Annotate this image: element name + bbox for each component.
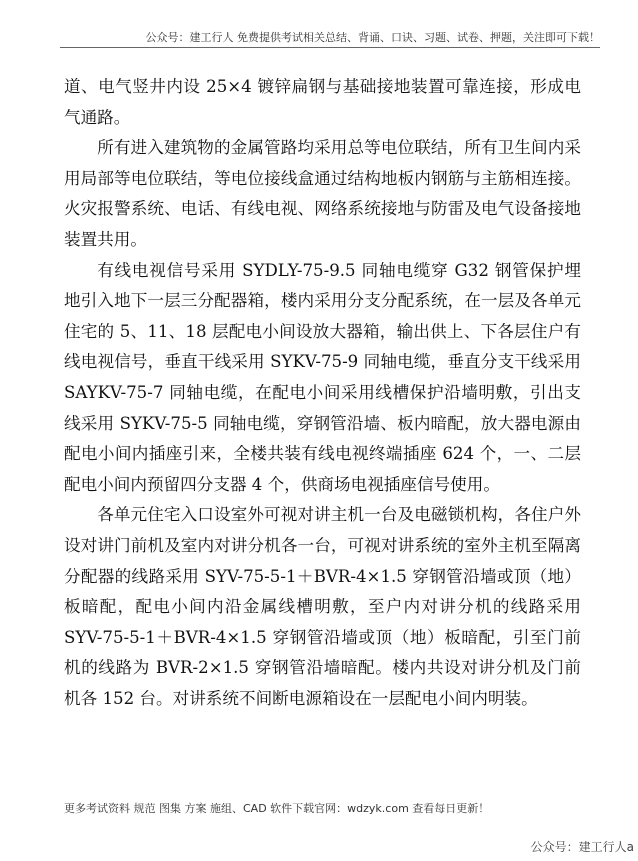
paragraph-intercom-system: 各单元住宅入口设室外可视对讲主机一台及电磁锁机构，各住户外设对讲门前机及室内对讲分机各一台，可视对讲系统的室外主机至隔离分配器的线路采用 SYV-75-5-1＋BVR-4×1.5 穿钢管沿墙或顶（地）板暗配，配电小间内沿金属线槽明敷，至户内对讲分机的线路采用 SYV-75-5-1＋BVR-4×1.5 穿钢管沿墙或顶（地）板暗配，引至门前机的线路为 BVR-2×1.5 穿钢管沿墙暗配。楼内共设对讲分机及门前机各 152 台。对讲系统不间断电源箱设在一层配电小间内明装。	[64, 505, 581, 708]
paragraph-equipotential-bonding: 所有进入建筑物的金属管路均采用总等电位联结，所有卫生间内采用局部等电位联结，等电位接线盒通过结构地板内钢筋与主筋相连接。火灾报警系统、电话、有线电视、网络系统接地与防雷及电气设备接地装置共用。	[64, 138, 581, 249]
page-footer: 更多考试资料 规范 图集 方案 施组、CAD 软件下载官网：wdzyk.com 查看每日更新！	[64, 802, 490, 815]
paragraph-cable-tv: 有线电视信号采用 SYDLY-75-9.5 同轴电缆穿 G32 钢管保护埋地引入地下一层三分配器箱，楼内采用分支分配系统，在一层及各单元住宅的 5、11、18 层配电小间设放大器箱，输出供上、下各层住户有线电视信号，垂直干线采用 SYKV-75-9 同轴电缆，垂直分支干线采用 SAYKV-75-7 同轴电缆，在配电小间采用线槽保护沿墙明敷，引出支线采用 SYKV-75-5 同轴电缆，穿钢管沿墙、板内暗配，放大器电源由配电小间内插座引来，全楼共装有线电视终端插座 624 个，一、二层配电小间内预留四分支器 4 个，供商场电视插座信号使用。	[64, 260, 581, 494]
page-header: 公众号：建工行人 免费提供考试相关总结、背诵、口诀、习题、试卷、押题，关注即可下载！	[145, 31, 600, 44]
header-divider	[60, 47, 600, 48]
document-body	[64, 72, 581, 714]
paragraph-grounding-continuation: 道、电气竖井内设 25×4 镀锌扁钢与基础接地装置可靠连接，形成电气通路。	[64, 77, 581, 127]
footer-watermark: 公众号：建工行人a	[530, 840, 634, 854]
